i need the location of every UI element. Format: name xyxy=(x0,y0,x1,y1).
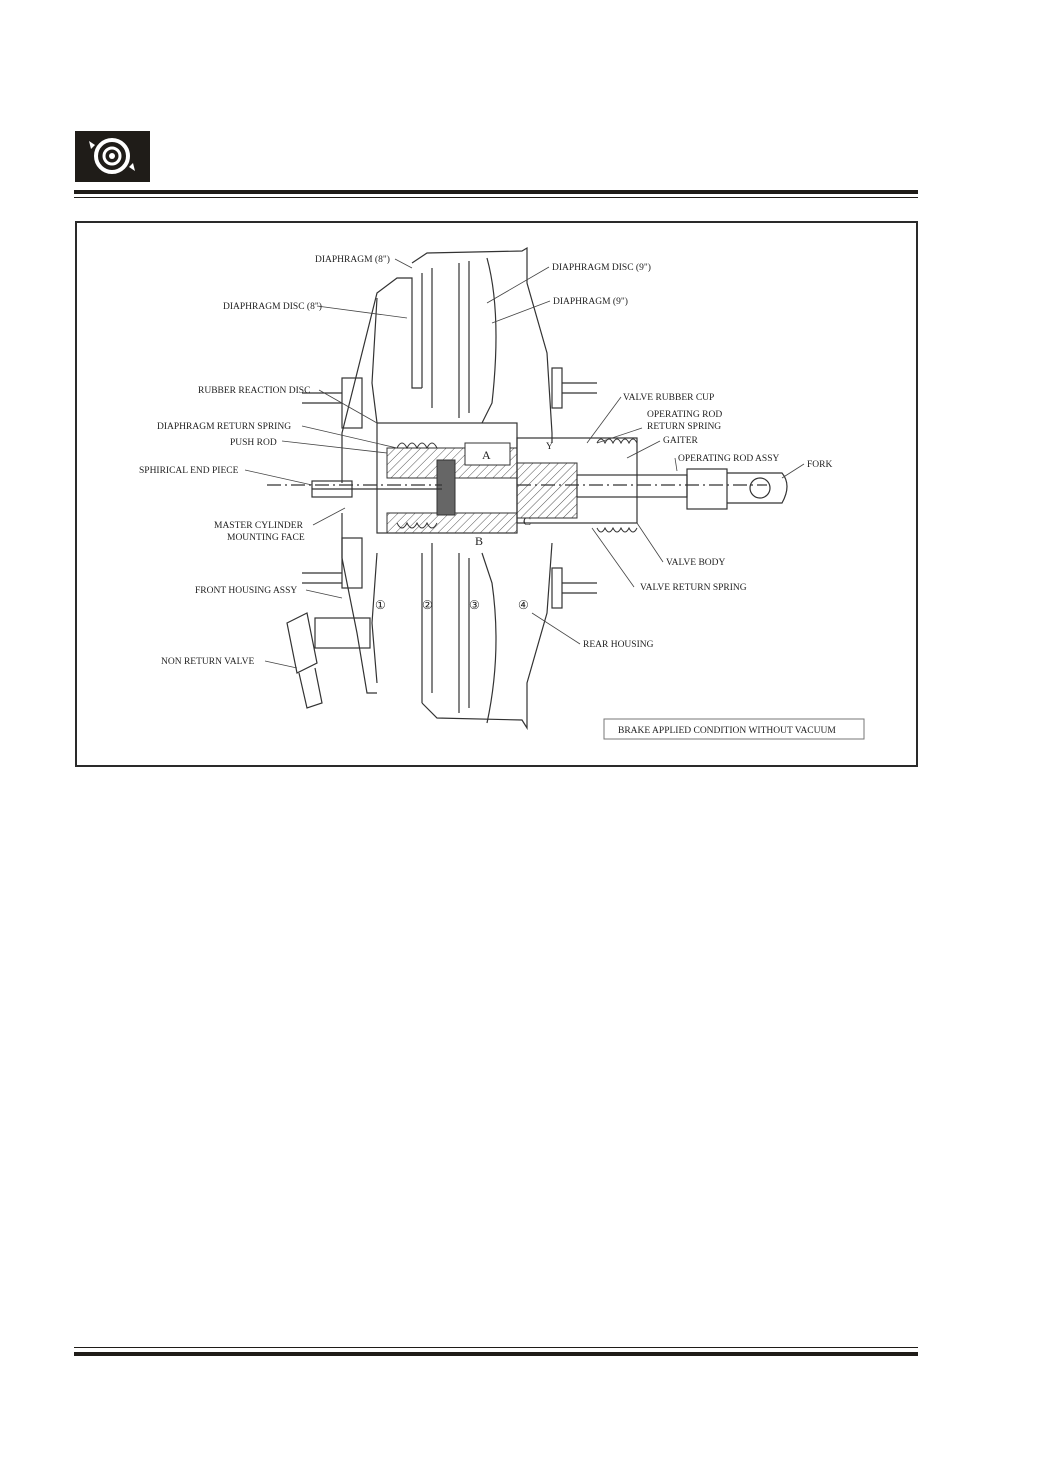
label-push-rod: PUSH ROD xyxy=(230,438,277,448)
label-valve-rubber-cup: VALVE RUBBER CUP xyxy=(623,393,715,403)
label-diaphragm-disc-9: DIAPHRAGM DISC (9") xyxy=(552,263,651,273)
label-valve-body: VALVE BODY xyxy=(666,558,726,568)
diagram-frame xyxy=(75,221,918,767)
header-rule-thin xyxy=(74,197,918,198)
label-fork: FORK xyxy=(807,460,833,470)
chamber-4: ④ xyxy=(518,598,529,612)
label-front-housing: FRONT HOUSING ASSY xyxy=(195,586,298,596)
footer-rule-thick xyxy=(74,1352,918,1356)
letter-c: C xyxy=(523,514,532,528)
label-operating-rod-return-2: RETURN SPRING xyxy=(647,422,722,432)
letter-y: Y xyxy=(546,442,553,452)
section-emblem xyxy=(75,131,150,182)
brake-booster-diagram xyxy=(77,223,920,769)
label-operating-rod-assy: OPERATING ROD ASSY xyxy=(678,454,780,464)
label-spherical-end-piece: SPHIRICAL END PIECE xyxy=(139,466,239,476)
header-rule-thick xyxy=(74,190,918,194)
chamber-3: ③ xyxy=(469,598,480,612)
label-diaphragm-8: DIAPHRAGM (8") xyxy=(315,255,390,265)
label-diaphragm-disc-8: DIAPHRAGM DISC (8") xyxy=(223,302,322,312)
label-gaiter: GAITER xyxy=(663,436,698,446)
caption-text: BRAKE APPLIED CONDITION WITHOUT VACUUM xyxy=(618,726,836,736)
label-rear-housing: REAR HOUSING xyxy=(583,640,654,650)
label-rubber-reaction-disc: RUBBER REACTION DISC xyxy=(198,386,311,396)
label-non-return-valve: NON RETURN VALVE xyxy=(161,657,255,667)
label-master-cylinder-1: MASTER CYLINDER xyxy=(214,521,303,531)
chamber-1: ① xyxy=(375,598,386,612)
letter-a: A xyxy=(482,448,491,462)
label-valve-return-spring: VALVE RETURN SPRING xyxy=(640,583,747,593)
chamber-2: ② xyxy=(422,598,433,612)
label-diaphragm-9: DIAPHRAGM (9") xyxy=(553,297,628,307)
brake-disc-icon xyxy=(75,131,150,182)
label-master-cylinder-2: MOUNTING FACE xyxy=(227,533,305,543)
footer-rule-thin xyxy=(74,1347,918,1348)
label-operating-rod-return-1: OPERATING ROD xyxy=(647,410,723,420)
letter-b: B xyxy=(475,534,484,548)
label-diaphragm-return-spring: DIAPHRAGM RETURN SPRING xyxy=(157,422,292,432)
